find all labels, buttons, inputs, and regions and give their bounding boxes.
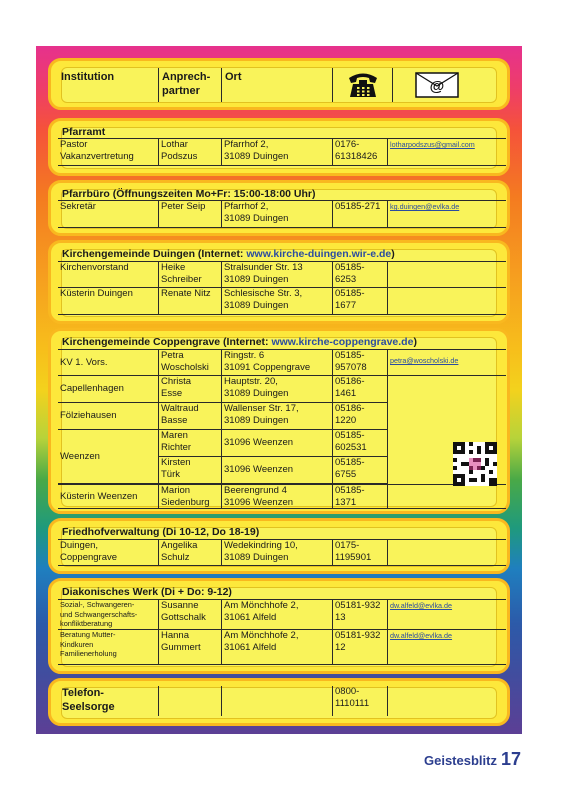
section-title: Kirchengemeinde Duingen (Internet: www.kirche-duingen.wir-e.de) [62,248,395,260]
table-row: Capellenhagen Christa Esse Hauptstr. 20, 31089 Duingen 05186- 1461 [58,376,506,403]
section-title: Friedhofverwaltung (Di 10-12, Do 18-19) [62,526,260,538]
table-row: Küsterin Duingen Renate Nitz Schlesische Str. 3, 31089 Duingen 05185- 1677 [58,288,506,315]
section-title: Kirchengemeinde Coppengrave (Internet: www.kirche-coppengrave.de) [62,336,417,348]
section-title: Pfarrbüro (Öffnungszeiten Mo+Fr: 15:00-18:00 Uhr) [62,188,316,200]
location-header: Ort [221,68,332,102]
telephone-icon [346,70,380,100]
institution-header: Institution [61,71,115,83]
email-link[interactable]: lotharpodszus@gmail.com [387,139,506,166]
table-header [58,68,502,102]
email-link[interactable]: dw.alfeld@evlka.de [387,600,506,630]
table-row: Telefon- Seelsorge 0800- 1110111 [58,686,506,716]
email-header [392,68,502,102]
table-row: Duingen, Coppengrave Angelika Schulz Wedekindring 10, 31089 Duingen 0175- 1195901 [58,539,506,566]
section-title: Diakonisches Werk (Di + Do: 9-12) [62,586,232,598]
table-row: Küsterin Weenzen Marion Siedenburg Beerengrund 4 31096 Weenzen 05185- 1371 [58,484,506,509]
contact-header: Anprech- partner [158,68,221,102]
magazine-name: Geistesblitz [424,753,497,768]
page-footer [424,749,521,770]
qr-code-icon[interactable] [453,442,497,486]
table-row: Pastor Vakanzvertretung Lothar Podszus Pfarrhof 2, 31089 Duingen 0176- 61318426 lotharpodszus@gmail.com [58,138,506,166]
email-link[interactable]: kg.duingen@evlka.de [387,201,506,228]
table-row: Kirsten Türk 31096 Weenzen 05185- 6755 [58,457,506,484]
table-row: Sekretär Peter Seip Pfarrhof 2, 31089 Duingen 05185-271 kg.duingen@evlka.de [58,200,506,228]
table-row: Weenzen [58,430,506,484]
table-row: Maren Richter 31096 Weenzen 05185- 602531 [58,430,506,457]
email-link[interactable]: petra@woscholski.de [387,350,506,376]
website-link[interactable]: www.kirche-coppengrave.de [271,336,414,348]
phone-header [332,68,392,102]
section-title: Pfarramt [62,126,106,138]
table-row: Sozial-, Schwangeren- und Schwangerschafts- konfliktberatung Susanne Gottschalk Am Mönchhofe 2, 31061 Alfeld 05181-932 13 dw.alfeld@evlka.de [58,599,506,630]
envelope-at-icon [415,72,459,98]
page-number: 17 [500,749,521,769]
svg-text:@: @ [429,78,445,95]
table-row: Fölziehausen Waltraud Basse Wallenser Str. 17, 31089 Duingen 05186- 1220 [58,403,506,430]
table-row: KV 1. Vors. Petra Woscholski Ringstr. 6 31091 Coppengrave 05185- 957078 petra@woscholski.de [58,349,506,376]
table-row: Kirchenvorstand Heike Schreiber Stralsunder Str. 13 31089 Duingen 05185- 6253 [58,261,506,288]
table-row: Beratung Mutter- Kindkuren Familienerholung Hanna Gummert Am Mönchhofe 2, 31061 Alfeld 05181-932 12 dw.alfeld@evlka.de [58,630,506,665]
email-link[interactable]: dw.alfeld@evlka.de [387,630,506,665]
website-link[interactable]: www.kirche-duingen.wir-e.de [246,248,392,260]
